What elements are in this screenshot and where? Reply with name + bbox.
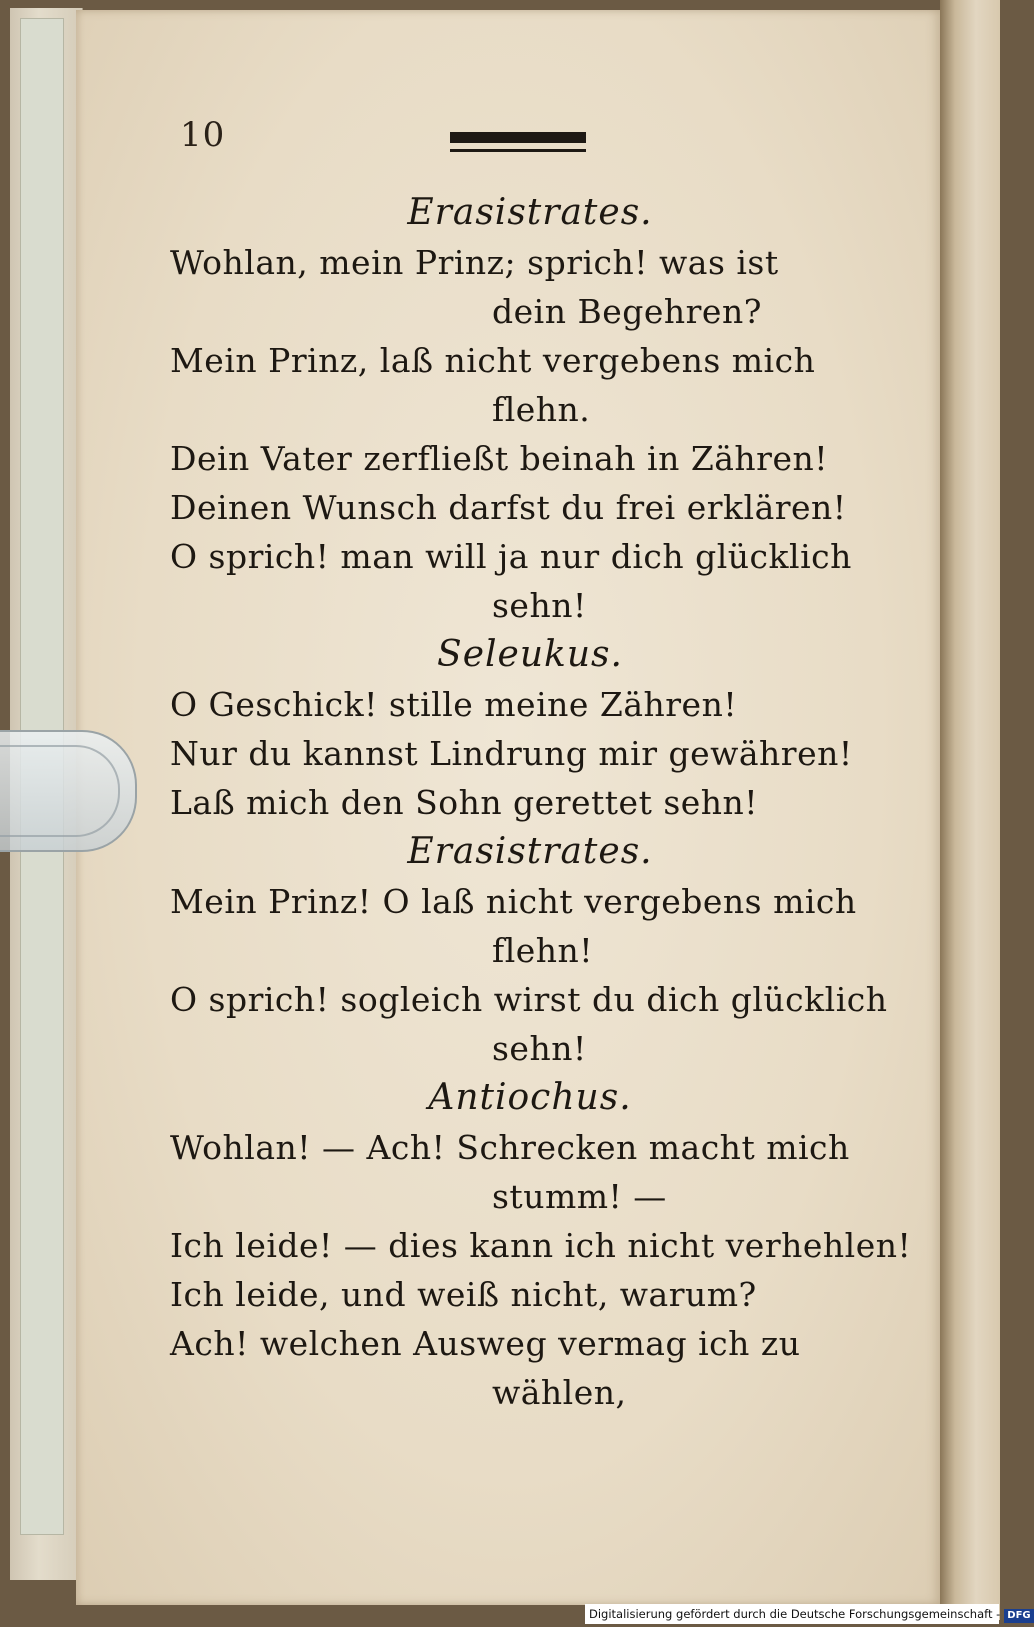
page-number: 10 (180, 115, 226, 155)
verse-text-span: Laß mich den Sohn gerettet sehn! (170, 783, 759, 822)
verse-text-span: Mein Prinz, laß nicht vergebens mich (170, 341, 816, 380)
verse-line (170, 1123, 870, 1172)
right-page-fold (940, 0, 1000, 1620)
verse-text-span: Ich leide! — dies kann ich nicht verhehlen! (170, 1226, 912, 1265)
verse-text-span: O sprich! sogleich wirst du dich glücklich (170, 980, 888, 1019)
paper-clip-inner (0, 745, 120, 837)
ornament-thin-rule (450, 149, 586, 152)
verse-text-span: Deinen Wunsch darfst du frei erklären! (170, 488, 847, 527)
speaker-name: Erasistrates. (407, 192, 653, 233)
verse-line (170, 1319, 870, 1368)
verse-text-span: O sprich! man will ja nur dich glücklich (170, 537, 852, 576)
verse-text-span: Ach! welchen Ausweg vermag ich zu (170, 1324, 801, 1363)
verse-continuation: sehn! (492, 586, 587, 625)
verse-continuation: stumm! — (492, 1177, 667, 1216)
verse-line (170, 877, 870, 926)
verse-line (170, 680, 870, 729)
verse-line (170, 729, 870, 778)
speaker-name: Erasistrates. (407, 831, 653, 872)
verse-continuation: sehn! (492, 1029, 587, 1068)
verse-continuation: flehn. (492, 390, 591, 429)
verse-continuation: dein Begehren? (492, 292, 762, 331)
verse-continuation: wählen, (492, 1373, 627, 1412)
verse-text (170, 188, 912, 1417)
digitization-credit (585, 1604, 1031, 1624)
verse-text-span: Dein Vater zerfließt beinah in Zähren! (170, 439, 829, 478)
verse-text-span: O Geschick! stille meine Zähren! (170, 685, 738, 724)
credit-text: Digitalisierung gefördert durch die Deutsche Forschungsgemeinschaft - (589, 1607, 1001, 1621)
verse-text-span: Nur du kannst Lindrung mir gewähren! (170, 734, 853, 773)
verse-text-span: Wohlan! — Ach! Schrecken macht mich (170, 1128, 850, 1167)
verse-line (170, 778, 870, 827)
verse-text-span: Wohlan, mein Prinz; sprich! was ist (170, 243, 779, 282)
dfg-logo: DFG (1004, 1609, 1033, 1623)
verse-line (170, 336, 870, 385)
speaker-name: Antiochus. (428, 1077, 632, 1118)
verse-text-span: Mein Prinz! O laß nicht vergebens mich (170, 882, 857, 921)
verse-line (170, 1270, 870, 1319)
verse-continuation: flehn! (492, 931, 594, 970)
verse-line (170, 975, 888, 1024)
verse-text-span: Ich leide, und weiß nicht, warum? (170, 1275, 757, 1314)
header-ornament (450, 132, 586, 158)
verse-line (170, 483, 870, 532)
verse-line (170, 238, 870, 287)
ornament-thick-rule (450, 132, 586, 143)
verse-line (170, 532, 870, 581)
verse-line (170, 1221, 912, 1270)
speaker-name: Seleukus. (437, 634, 623, 675)
verse-line (170, 434, 870, 483)
